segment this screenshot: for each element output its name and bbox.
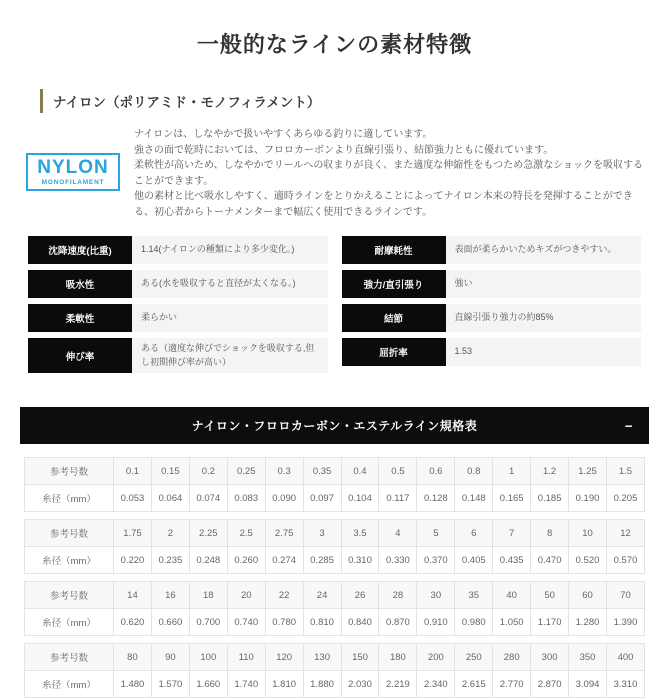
spec-size-cell: 1.75 xyxy=(114,520,152,547)
spec-size-cell: 250 xyxy=(455,644,493,671)
spec-table-header-bar xyxy=(20,407,649,444)
spec-row-label-size: 参考号数 xyxy=(25,458,114,485)
spec-size-cell: 0.1 xyxy=(114,458,152,485)
spec-size-cell: 20 xyxy=(227,582,265,609)
spec-size-cell: 300 xyxy=(531,644,569,671)
nylon-monofilament-badge xyxy=(26,153,120,191)
spec-size-cell: 0.8 xyxy=(455,458,493,485)
spec-diameter-cell: 1.480 xyxy=(114,671,152,698)
property-value: 強い xyxy=(454,278,473,289)
spec-diameter-cell: 0.190 xyxy=(569,485,607,512)
spec-size-cell: 18 xyxy=(189,582,227,609)
property-row xyxy=(28,270,328,298)
property-label: 沈降速度(比重) xyxy=(28,236,132,264)
spec-size-cell: 110 xyxy=(227,644,265,671)
spec-size-cell: 150 xyxy=(341,644,379,671)
badge-title: NYLON xyxy=(37,157,109,178)
spec-size-cell: 2.25 xyxy=(189,520,227,547)
spec-size-cell: 1.2 xyxy=(531,458,569,485)
spec-diameter-cell: 1.660 xyxy=(189,671,227,698)
spec-size-row xyxy=(25,520,645,547)
property-label: 吸水性 xyxy=(28,270,132,298)
spec-diameter-cell: 0.165 xyxy=(493,485,531,512)
spec-diameter-cell: 0.235 xyxy=(151,547,189,574)
spec-diameter-cell: 2.770 xyxy=(493,671,531,698)
spec-size-cell: 350 xyxy=(569,644,607,671)
spec-diameter-cell: 0.185 xyxy=(531,485,569,512)
spec-size-cell: 0.3 xyxy=(265,458,303,485)
spec-row-label-diameter: 糸径（mm） xyxy=(25,485,114,512)
section-heading: ナイロン（ポリアミド・モノフィラメント） xyxy=(40,89,649,113)
spec-size-cell: 0.5 xyxy=(379,458,417,485)
spec-size-cell: 1.25 xyxy=(569,458,607,485)
property-row xyxy=(342,304,642,332)
spec-size-cell: 180 xyxy=(379,644,417,671)
spec-diameter-cell: 0.780 xyxy=(265,609,303,636)
spec-size-cell: 200 xyxy=(417,644,455,671)
property-label: 屈折率 xyxy=(342,338,446,366)
property-value: ある(水を吸収すると直径が太くなる。) xyxy=(141,278,296,289)
spec-size-row xyxy=(25,458,645,485)
spec-diameter-cell: 2.870 xyxy=(531,671,569,698)
spec-size-cell: 2.75 xyxy=(265,520,303,547)
property-value: 1.14(ナイロンの種類により多少変化。) xyxy=(141,244,295,255)
page-title: 一般的なラインの素材特徴 xyxy=(196,32,473,57)
spec-row-label-size: 参考号数 xyxy=(25,582,114,609)
description xyxy=(132,127,647,220)
spec-size-cell: 80 xyxy=(114,644,152,671)
spec-size-cell: 4 xyxy=(379,520,417,547)
spec-diameter-cell: 0.810 xyxy=(303,609,341,636)
description-line: 柔軟性が高いため、しなやかでリールへの収まりが良く、また適度な伸縮性をもつため急激なショックを吸収することができます。 xyxy=(134,160,643,187)
spec-size-cell: 35 xyxy=(455,582,493,609)
spec-size-cell: 14 xyxy=(114,582,152,609)
property-label: 結節 xyxy=(342,304,446,332)
spec-size-cell: 50 xyxy=(531,582,569,609)
spec-size-cell: 30 xyxy=(417,582,455,609)
spec-size-cell: 0.2 xyxy=(189,458,227,485)
spec-diameter-cell: 0.285 xyxy=(303,547,341,574)
spec-size-cell: 2 xyxy=(151,520,189,547)
spec-diameter-cell: 0.310 xyxy=(341,547,379,574)
spec-diameter-cell: 0.128 xyxy=(417,485,455,512)
spec-diameter-cell: 0.274 xyxy=(265,547,303,574)
spec-diameter-cell: 0.520 xyxy=(569,547,607,574)
properties-right xyxy=(342,236,642,373)
spec-diameter-cell: 0.083 xyxy=(227,485,265,512)
spec-diameter-cell: 0.470 xyxy=(531,547,569,574)
spec-size-cell: 3.5 xyxy=(341,520,379,547)
spec-size-cell: 400 xyxy=(606,644,644,671)
spec-diameter-cell: 0.248 xyxy=(189,547,227,574)
property-row xyxy=(342,236,642,264)
property-label: 耐摩耗性 xyxy=(342,236,446,264)
spec-diameter-cell: 2.340 xyxy=(417,671,455,698)
spec-diameter-cell: 0.700 xyxy=(189,609,227,636)
spec-diameter-cell: 1.050 xyxy=(493,609,531,636)
property-value: 柔らかい xyxy=(141,312,178,323)
spec-size-row xyxy=(25,582,645,609)
spec-size-cell: 0.6 xyxy=(417,458,455,485)
spec-group-table xyxy=(24,581,645,636)
spec-diameter-cell: 0.620 xyxy=(114,609,152,636)
spec-row-label-diameter: 糸径（mm） xyxy=(25,609,114,636)
spec-diameter-cell: 0.074 xyxy=(189,485,227,512)
description-line: 他の素材と比べ吸水しやすく、適時ラインをとりかえることによってナイロン本来の特長を発揮することができる、初心者からトーナメンターまで幅広く使用できるラインです。 xyxy=(134,191,633,218)
spec-diameter-row xyxy=(25,547,645,574)
spec-size-cell: 0.35 xyxy=(303,458,341,485)
spec-diameter-cell: 3.094 xyxy=(569,671,607,698)
spec-size-cell: 10 xyxy=(569,520,607,547)
spec-diameter-cell: 0.104 xyxy=(341,485,379,512)
spec-size-cell: 100 xyxy=(189,644,227,671)
spec-size-cell: 120 xyxy=(265,644,303,671)
spec-size-cell: 5 xyxy=(417,520,455,547)
spec-diameter-cell: 1.810 xyxy=(265,671,303,698)
spec-diameter-cell: 1.570 xyxy=(151,671,189,698)
properties-left xyxy=(28,236,328,373)
spec-size-cell: 16 xyxy=(151,582,189,609)
property-label: 柔軟性 xyxy=(28,304,132,332)
spec-diameter-cell: 0.053 xyxy=(114,485,152,512)
property-label: 強力/直引張り xyxy=(342,270,446,298)
spec-diameter-cell: 0.220 xyxy=(114,547,152,574)
spec-diameter-cell: 0.660 xyxy=(151,609,189,636)
intro-section xyxy=(14,127,647,220)
spec-size-cell: 7 xyxy=(493,520,531,547)
spec-size-cell: 280 xyxy=(493,644,531,671)
spec-diameter-cell: 0.910 xyxy=(417,609,455,636)
spec-size-cell: 90 xyxy=(151,644,189,671)
spec-group-table xyxy=(24,643,645,698)
description-line: ナイロンは、しなやかで扱いやすくあらゆる釣りに適しています。 xyxy=(134,129,433,140)
spec-diameter-cell: 0.330 xyxy=(379,547,417,574)
spec-row-label-size: 参考号数 xyxy=(25,520,114,547)
spec-size-cell: 130 xyxy=(303,644,341,671)
property-value: 表面が柔らかいためキズがつきやすい。 xyxy=(454,244,617,255)
property-row xyxy=(342,338,642,366)
spec-size-cell: 0.15 xyxy=(151,458,189,485)
spec-size-cell: 0.25 xyxy=(227,458,265,485)
spec-group-table xyxy=(24,457,645,512)
spec-diameter-cell: 0.090 xyxy=(265,485,303,512)
spec-diameter-cell: 2.030 xyxy=(341,671,379,698)
property-value: 1.53 xyxy=(454,346,473,357)
spec-row-label-size: 参考号数 xyxy=(25,644,114,671)
spec-diameter-row xyxy=(25,671,645,698)
spec-diameter-cell: 0.097 xyxy=(303,485,341,512)
property-row xyxy=(28,338,328,373)
spec-size-cell: 26 xyxy=(341,582,379,609)
spec-size-cell: 22 xyxy=(265,582,303,609)
spec-diameter-cell: 1.740 xyxy=(227,671,265,698)
spec-diameter-row xyxy=(25,485,645,512)
spec-size-cell: 1 xyxy=(493,458,531,485)
spec-diameter-cell: 0.740 xyxy=(227,609,265,636)
spec-diameter-cell: 0.064 xyxy=(151,485,189,512)
spec-group-table xyxy=(24,519,645,574)
spec-diameter-cell: 0.405 xyxy=(455,547,493,574)
property-label: 伸び率 xyxy=(28,338,132,373)
spec-table-title: ナイロン・フロロカーボン・エステルライン規格表 xyxy=(191,419,478,433)
spec-size-row xyxy=(25,644,645,671)
spec-diameter-cell: 0.370 xyxy=(417,547,455,574)
spec-diameter-cell: 0.570 xyxy=(606,547,644,574)
spec-diameter-cell: 3.310 xyxy=(606,671,644,698)
spec-diameter-cell: 1.880 xyxy=(303,671,341,698)
spec-size-cell: 60 xyxy=(569,582,607,609)
property-row xyxy=(28,304,328,332)
badge-subtitle: MONOFILAMENT xyxy=(41,178,105,186)
spec-diameter-cell: 0.840 xyxy=(341,609,379,636)
spec-diameter-cell: 0.205 xyxy=(606,485,644,512)
spec-size-cell: 24 xyxy=(303,582,341,609)
spec-diameter-cell: 2.615 xyxy=(455,671,493,698)
spec-diameter-cell: 0.870 xyxy=(379,609,417,636)
property-value: 直線引張り強力の約85% xyxy=(454,312,554,323)
spec-size-cell: 8 xyxy=(531,520,569,547)
spec-row-label-diameter: 糸径（mm） xyxy=(25,671,114,698)
spec-size-cell: 6 xyxy=(455,520,493,547)
description-line: 強さの面で乾時においては、フロロカーボンより直線引張り、結節強力ともに優れています。 xyxy=(134,144,554,156)
badge-column xyxy=(14,127,132,220)
property-row xyxy=(342,270,642,298)
spec-size-cell: 0.4 xyxy=(341,458,379,485)
spec-diameter-cell: 1.390 xyxy=(606,609,644,636)
spec-size-cell: 1.5 xyxy=(606,458,644,485)
spec-diameter-cell: 0.148 xyxy=(455,485,493,512)
spec-size-cell: 28 xyxy=(379,582,417,609)
spec-diameter-cell: 0.260 xyxy=(227,547,265,574)
spec-diameter-cell: 2.219 xyxy=(379,671,417,698)
spec-diameter-row xyxy=(25,609,645,636)
property-row xyxy=(28,236,328,264)
property-value: ある（適度な伸びでショックを吸収する,但し初期伸び率が高い） xyxy=(141,343,315,367)
spec-size-cell: 70 xyxy=(606,582,644,609)
spec-diameter-cell: 1.170 xyxy=(531,609,569,636)
collapse-minus-icon[interactable]: − xyxy=(624,418,633,433)
spec-size-cell: 40 xyxy=(493,582,531,609)
properties-section xyxy=(28,236,641,373)
spec-diameter-cell: 0.435 xyxy=(493,547,531,574)
spec-row-label-diameter: 糸径（mm） xyxy=(25,547,114,574)
spec-size-cell: 12 xyxy=(606,520,644,547)
spec-table-groups xyxy=(24,457,645,698)
spec-diameter-cell: 0.980 xyxy=(455,609,493,636)
spec-size-cell: 2.5 xyxy=(227,520,265,547)
spec-diameter-cell: 1.280 xyxy=(569,609,607,636)
spec-size-cell: 3 xyxy=(303,520,341,547)
spec-diameter-cell: 0.117 xyxy=(379,485,417,512)
